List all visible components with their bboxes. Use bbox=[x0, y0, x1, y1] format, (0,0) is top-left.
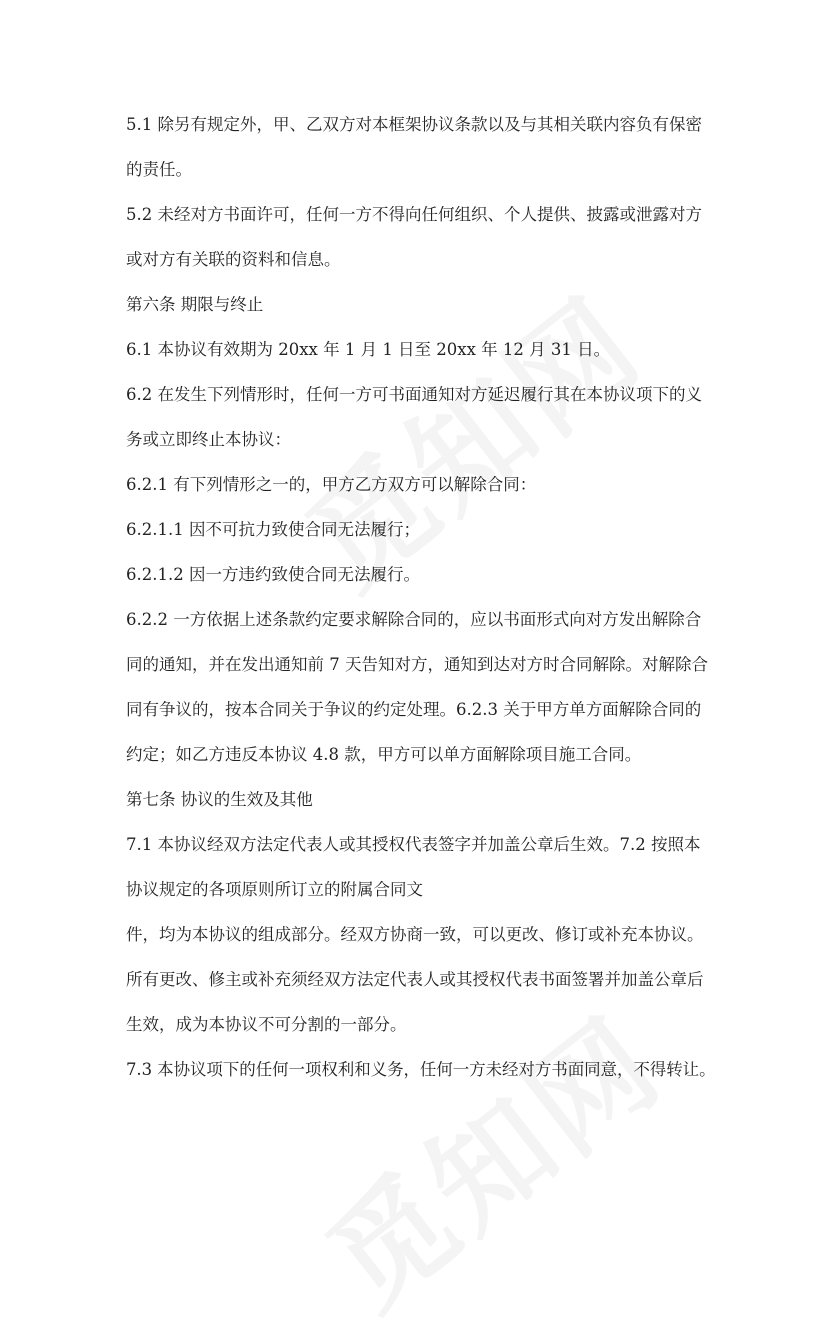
text-line: 5.1 除另有规定外，甲、乙双方对本框架协议条款以及与其相关联内容负有保密 bbox=[126, 115, 702, 134]
text-line: 6.2.1 有下列情形之一的，甲方乙方双方可以解除合同： bbox=[126, 475, 537, 494]
section-heading: 第七条 协议的生效及其他 bbox=[126, 790, 313, 809]
text-line: 约定；如乙方违反本协议 4.8 款，甲方可以单方面解除项目施工合同。 bbox=[126, 745, 642, 764]
text-line: 5.2 未经对方书面许可，任何一方不得向任何组织、个人提供、披露或泄露对方 bbox=[126, 205, 702, 224]
section-heading: 第六条 期限与终止 bbox=[126, 295, 264, 314]
text-line: 协议规定的各项原则所订立的附属合同文 bbox=[126, 880, 423, 899]
text-line: 6.2.1.1 因不可抗力致使合同无法履行； bbox=[126, 520, 420, 539]
text-line: 7.1 本协议经双方法定代表人或其授权代表签字并加盖公章后生效。7.2 按照本 bbox=[126, 835, 701, 854]
document-body bbox=[126, 102, 716, 1092]
text-line: 6.2 在发生下列情形时，任何一方可书面通知对方延迟履行其在本协议项下的义 bbox=[126, 385, 702, 404]
text-line: 6.2.1.2 因一方违约致使合同无法履行。 bbox=[126, 565, 420, 584]
text-line: 的责任。 bbox=[126, 160, 192, 179]
text-line: 同有争议的，按本合同关于争议的约定处理。6.2.3 关于甲方单方面解除合同的 bbox=[126, 700, 702, 719]
text-line: 同的通知，并在发出通知前 7 天告知对方，通知到达对方时合同解除。对解除合 bbox=[126, 655, 708, 674]
text-line: 或对方有关联的资料和信息。 bbox=[126, 250, 341, 269]
text-line: 6.2.2 一方依据上述条款约定要求解除合同的，应以书面形式向对方发出解除合 bbox=[126, 610, 702, 629]
text-line: 6.1 本协议有效期为 20xx 年 1 月 1 日至 20xx 年 12 月 31 日。 bbox=[126, 340, 611, 359]
text-line: 7.3 本协议项下的任何一项权利和义务，任何一方未经对方书面同意，不得转让。 bbox=[126, 1060, 716, 1079]
text-line: 所有更改、修主或补充须经双方法定代表人或其授权代表书面签署并加盖公章后 bbox=[126, 970, 704, 989]
text-line: 务或立即终止本协议： bbox=[126, 430, 291, 449]
text-line: 件，均为本协议的组成部分。经双方协商一致，可以更改、修订或补充本协议。 bbox=[126, 925, 704, 944]
text-line: 生效，成为本协议不可分割的一部分。 bbox=[126, 1015, 407, 1034]
